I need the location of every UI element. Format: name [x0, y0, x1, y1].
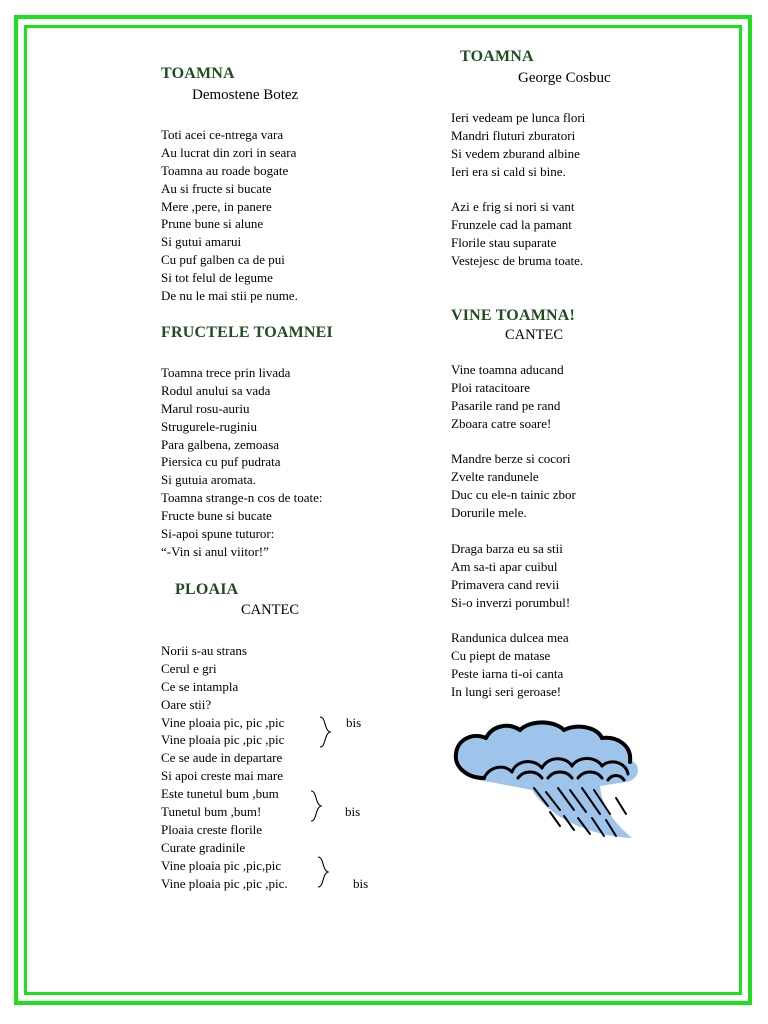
poem-line: Prune bune si alune [161, 216, 264, 232]
poem-line: “-Vin si anul viitor!” [161, 543, 269, 559]
poem-line: Randunica dulcea mea [451, 630, 569, 646]
page-border-inner [24, 25, 742, 995]
rain-cloud-icon [450, 718, 660, 843]
poem-line: Si-o inverzi porumbul! [451, 594, 571, 610]
poem-line: Curate gradinile [161, 839, 246, 855]
repeat-marker: bis [346, 715, 362, 730]
poem-title: PLOAIA [175, 581, 239, 598]
poem-line: Ploaia creste florile [161, 821, 263, 837]
poem-line: Florile stau suparate [451, 235, 557, 251]
poem-line: Marul rosu-auriu [161, 400, 250, 416]
poem-line: Vine ploaia pic ,pic ,pic. [161, 875, 288, 891]
poem-line: De nu le mai stii pe nume. [161, 288, 298, 304]
poem-line: Este tunetul bum ,bum [161, 786, 279, 802]
poem-line: Dorurile mele. [451, 505, 527, 521]
repeat-marker: bis [353, 876, 369, 891]
poem-line: Cerul e gri [161, 660, 217, 676]
poem-line: Ieri vedeam pe lunca flori [451, 110, 586, 125]
poem-body [161, 126, 298, 305]
poem-line: Am sa-ti apar cuibul [451, 558, 558, 574]
poem-line: Mandre berze si cocori [451, 451, 571, 467]
poem-line: Si gutuia aromata. [161, 472, 256, 488]
poem-line: Au lucrat din zori in seara [161, 144, 297, 160]
repeat-marker: bis [345, 804, 361, 819]
poem-line: Toamna strange-n cos de toate: [161, 490, 323, 506]
poem-line: Norii s-au strans [161, 643, 247, 658]
poem-line: Ieri era si cald si bine. [451, 163, 566, 179]
poem-title: TOAMNA [460, 48, 534, 65]
brace-icon [318, 716, 334, 748]
poem-title: FRUCTELE TOAMNEI [161, 324, 333, 341]
brace-icon [316, 856, 332, 888]
poem-line: Toamna trece prin livada [161, 365, 291, 380]
poem-body [451, 109, 585, 270]
poem-author: Demostene Botez [192, 87, 299, 103]
poem-line: Para galbena, zemoasa [161, 436, 280, 452]
poem-line: Mandri fluturi zburatori [451, 127, 576, 143]
poem-line: Azi e frig si nori si vant [451, 199, 575, 215]
poem-line: Tunetul bum ,bum! [161, 804, 262, 820]
poem-title: TOAMNA [161, 65, 235, 82]
poem-line: Ce se intampla [161, 678, 239, 694]
poem-line: Oare stii? [161, 696, 212, 712]
poem-line: Duc cu ele-n tainic zbor [451, 487, 576, 503]
poem-author: George Cosbuc [518, 70, 611, 86]
poem-line: Cu piept de matase [451, 648, 551, 664]
poem-line: In lungi seri geroase! [451, 684, 562, 700]
poem-body [161, 642, 288, 892]
poem-title: VINE TOAMNA! [451, 307, 576, 324]
poem-body [161, 364, 323, 561]
poem-line: Zboara catre soare! [451, 415, 552, 431]
poem-line: Si tot felul de legume [161, 270, 273, 286]
poem-line: Vine toamna aducand [451, 362, 564, 377]
poem-line: Fructe bune si bucate [161, 508, 272, 524]
poem-line: Primavera cand revii [451, 576, 560, 592]
poem-line: Vine ploaia pic ,pic,pic [161, 857, 282, 873]
poem-line: Vine ploaia pic ,pic ,pic [161, 732, 285, 748]
poem-line: Zvelte randunele [451, 469, 539, 485]
poem-line: Peste iarna ti-oi canta [451, 666, 564, 682]
poem-line: Draga barza eu sa stii [451, 540, 563, 556]
poem-line: Au si fructe si bucate [161, 180, 272, 196]
poem-line: Mere ,pere, in panere [161, 198, 272, 214]
poem-line: Toamna au roade bogate [161, 162, 289, 178]
poem-line: Cu puf galben ca de pui [161, 252, 285, 268]
poem-line: Si-apoi spune tuturor: [161, 526, 275, 542]
poem-line: Strugurele-ruginiu [161, 418, 258, 434]
poem-line: Vestejesc de bruma toate. [451, 253, 584, 269]
brace-icon [309, 790, 325, 822]
poem-line: Ploi ratacitoare [451, 379, 531, 395]
poem-line: Toti acei ce-ntrega vara [161, 127, 284, 142]
poem-line: Frunzele cad la pamant [451, 217, 572, 233]
poem-line: Ce se aude in departare [161, 750, 283, 766]
poem-line: Si gutui amarui [161, 234, 242, 250]
poem-line: Vine ploaia pic, pic ,pic [161, 714, 285, 730]
poem-subtitle: CANTEC [241, 602, 299, 618]
poem-line: Pasarile rand pe rand [451, 397, 561, 413]
poem-body [451, 361, 576, 701]
poem-line: Si apoi creste mai mare [161, 768, 284, 784]
poem-line: Si vedem zburand albine [451, 145, 580, 161]
poem-subtitle: CANTEC [505, 327, 563, 343]
poem-line: Rodul anului sa vada [161, 382, 271, 398]
poem-line: Piersica cu puf pudrata [161, 454, 281, 470]
